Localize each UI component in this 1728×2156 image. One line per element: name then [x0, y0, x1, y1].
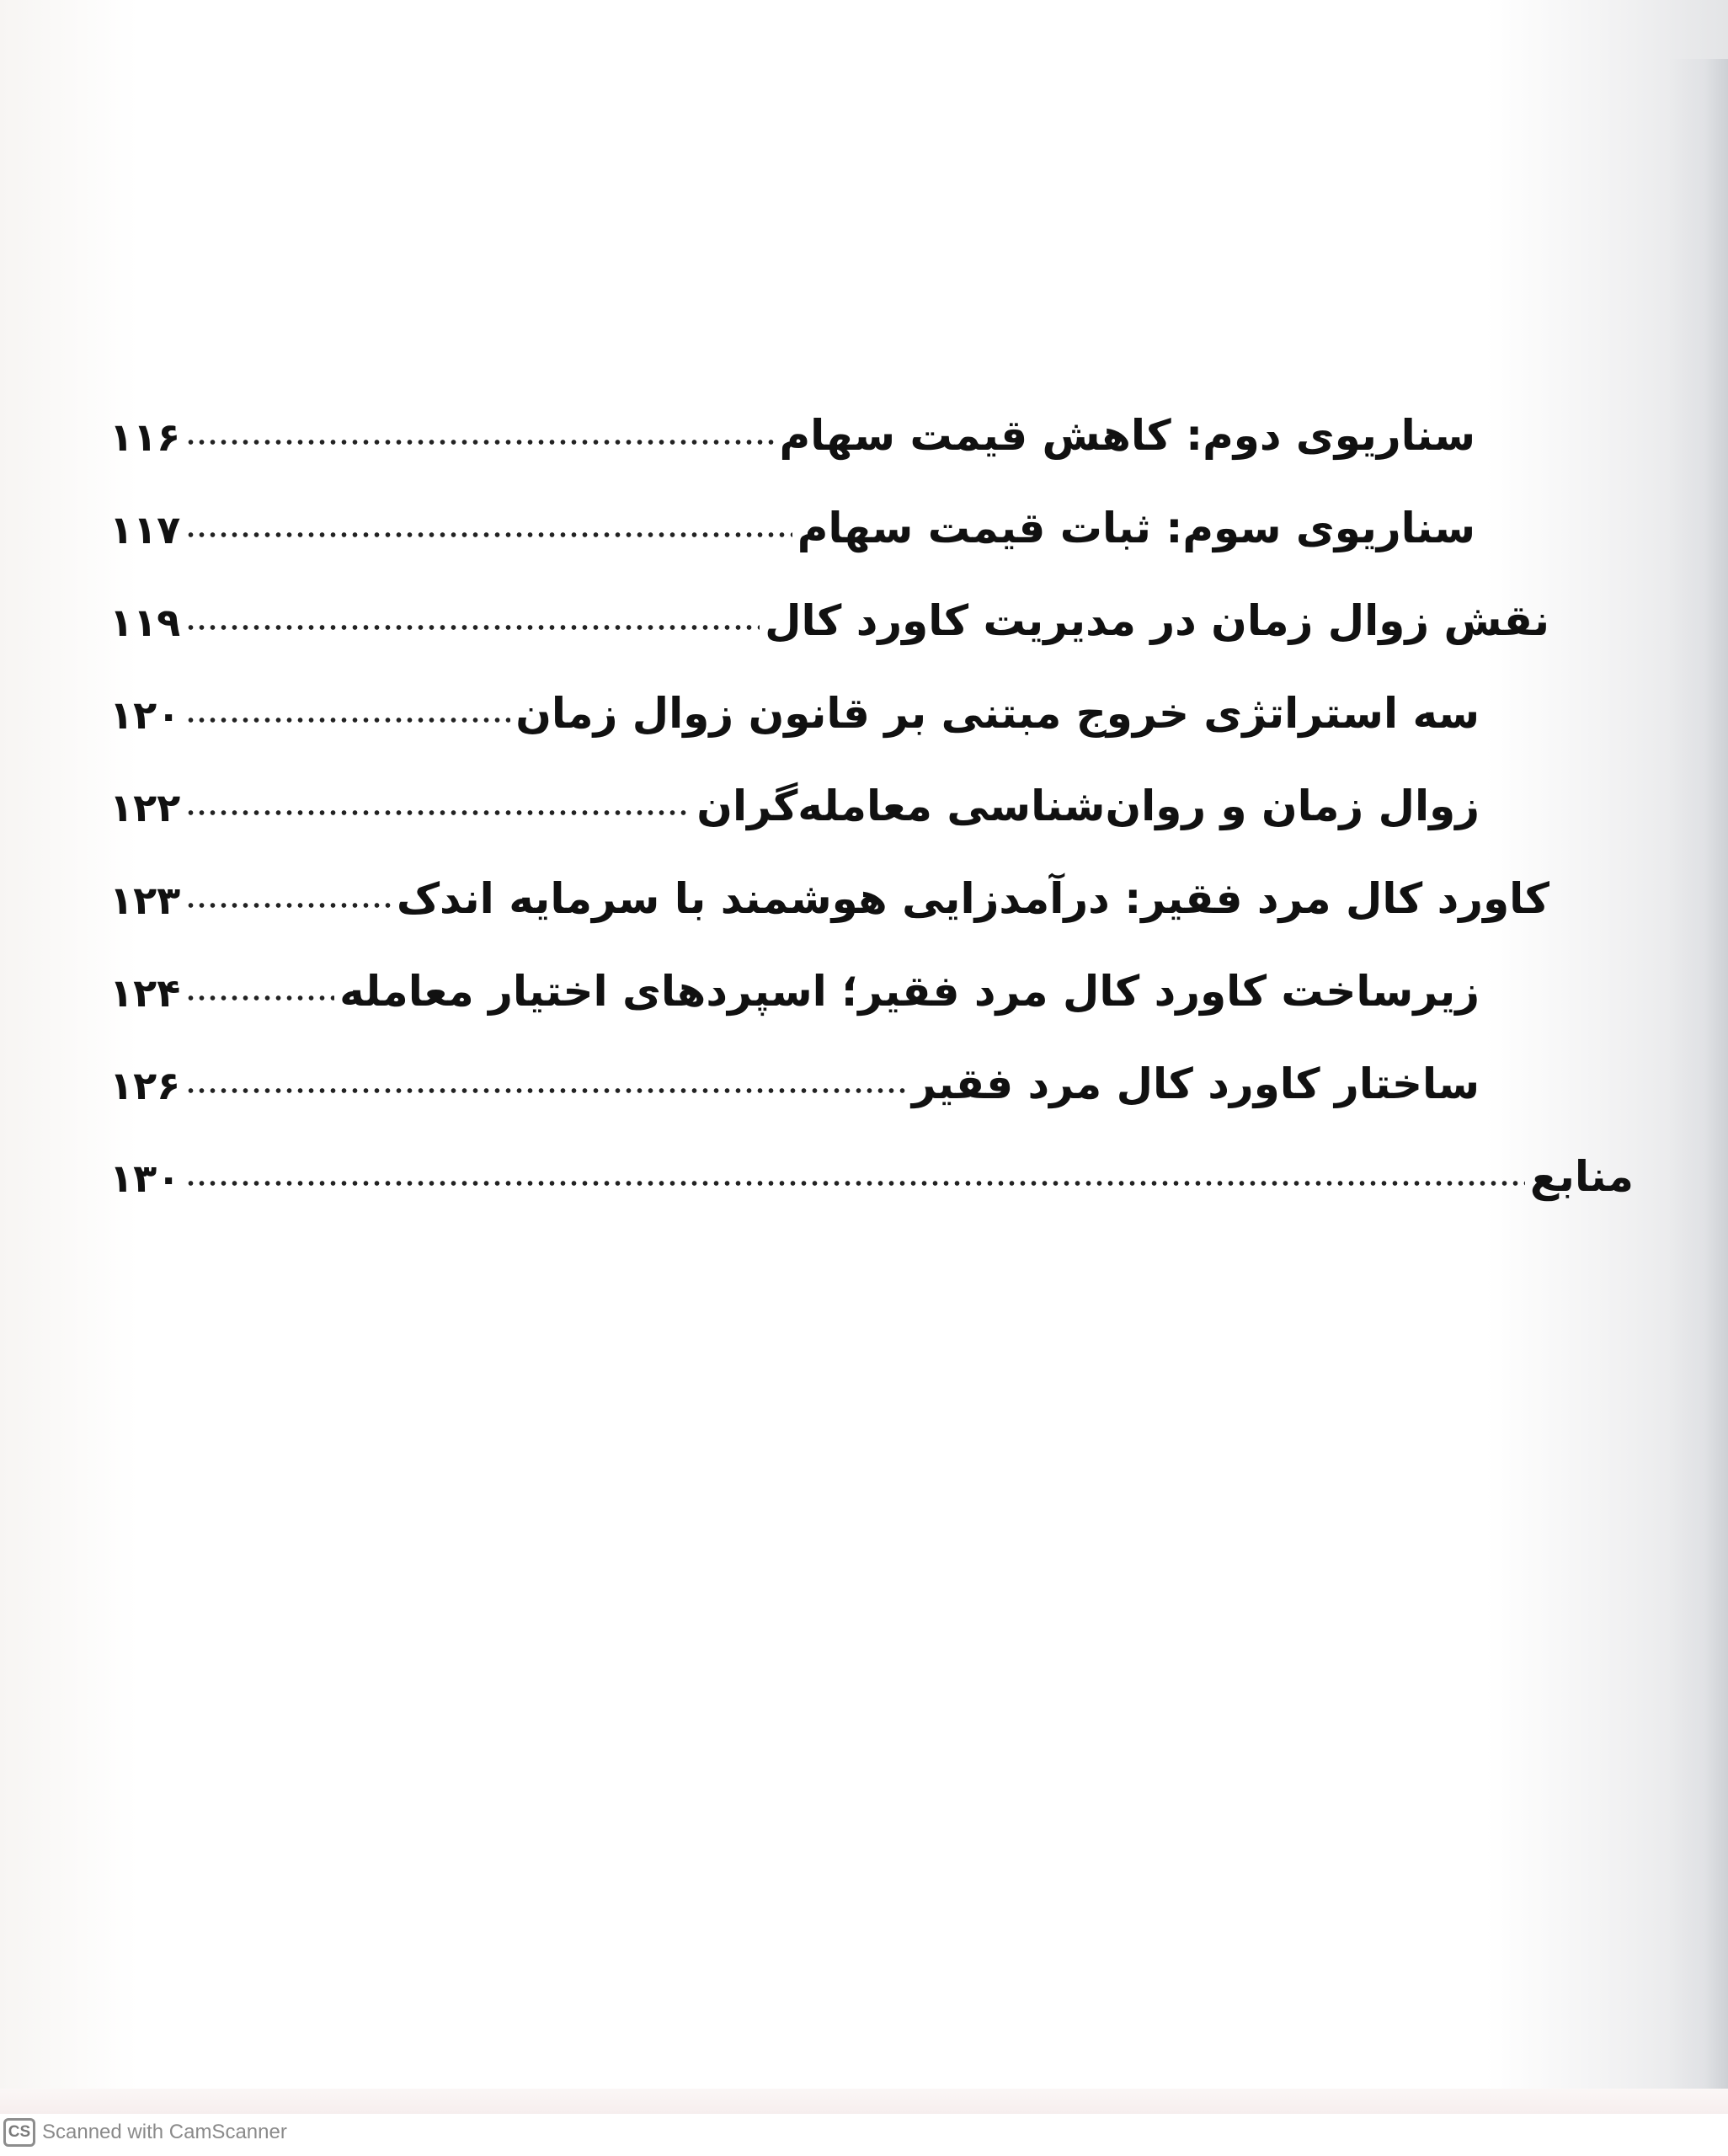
toc-entry-page: ۱۲۰	[109, 692, 181, 739]
toc-entry	[109, 476, 1475, 552]
toc-entry	[109, 1124, 1634, 1200]
toc-entry-page: ۱۲۶	[109, 1063, 181, 1109]
toc-entry-page: ۱۱۷	[109, 507, 181, 553]
toc-entry-page: ۱۱۹	[109, 600, 181, 646]
toc-entry-title: منابع	[1529, 1152, 1634, 1201]
toc-entry-title: سه استراتژی خروج مبتنی بر قانون زوال زمان	[515, 689, 1480, 738]
watermark-text: Scanned with CamScanner	[42, 2121, 287, 2143]
toc-entry	[109, 661, 1480, 737]
toc-entry	[109, 1032, 1480, 1107]
toc-entry	[109, 846, 1549, 922]
dot-leader	[185, 993, 334, 1003]
toc-entry-page: ۱۳۰	[109, 1155, 181, 1202]
toc-entry-title: کاورد کال مرد فقیر: درآمدزایی هوشمند با سرمایه اندک	[396, 874, 1549, 923]
dot-leader	[185, 715, 510, 725]
toc-entry-page: ۱۲۲	[109, 785, 181, 831]
dot-leader	[185, 900, 392, 910]
toc-entry-page: ۱۲۳	[109, 878, 181, 924]
toc-entry	[109, 754, 1480, 830]
dot-leader	[185, 1086, 907, 1096]
toc-entry-title: زوال زمان و روان‌شناسی معامله‌گران	[696, 782, 1480, 830]
toc-entry-page: ۱۲۴	[109, 970, 181, 1017]
dot-leader	[185, 808, 691, 818]
toc-entry-title: سناریوی سوم: ثبات قیمت سهام	[797, 504, 1475, 552]
toc-entry	[109, 939, 1480, 1015]
toc-entry-title: نقش زوال زمان در مدیریت کاورد کال	[765, 596, 1549, 645]
dot-leader	[185, 437, 774, 447]
dot-leader	[185, 1178, 1525, 1188]
toc-entry-title: سناریوی دوم: کاهش قیمت سهام	[779, 411, 1475, 460]
toc-entry-title: زیرساخت کاورد کال مرد فقیر؛ اسپردهای اختیار معامله	[339, 967, 1480, 1016]
scanner-watermark	[3, 2116, 287, 2149]
camscanner-logo-icon: CS	[3, 2118, 35, 2147]
toc-entry	[109, 568, 1549, 644]
toc-entry-title: ساختار کاورد کال مرد فقیر	[911, 1059, 1480, 1108]
dot-leader	[185, 530, 792, 540]
toc-entry-page: ۱۱۶	[109, 414, 181, 461]
toc-entry	[109, 383, 1475, 459]
dot-leader	[185, 622, 760, 632]
